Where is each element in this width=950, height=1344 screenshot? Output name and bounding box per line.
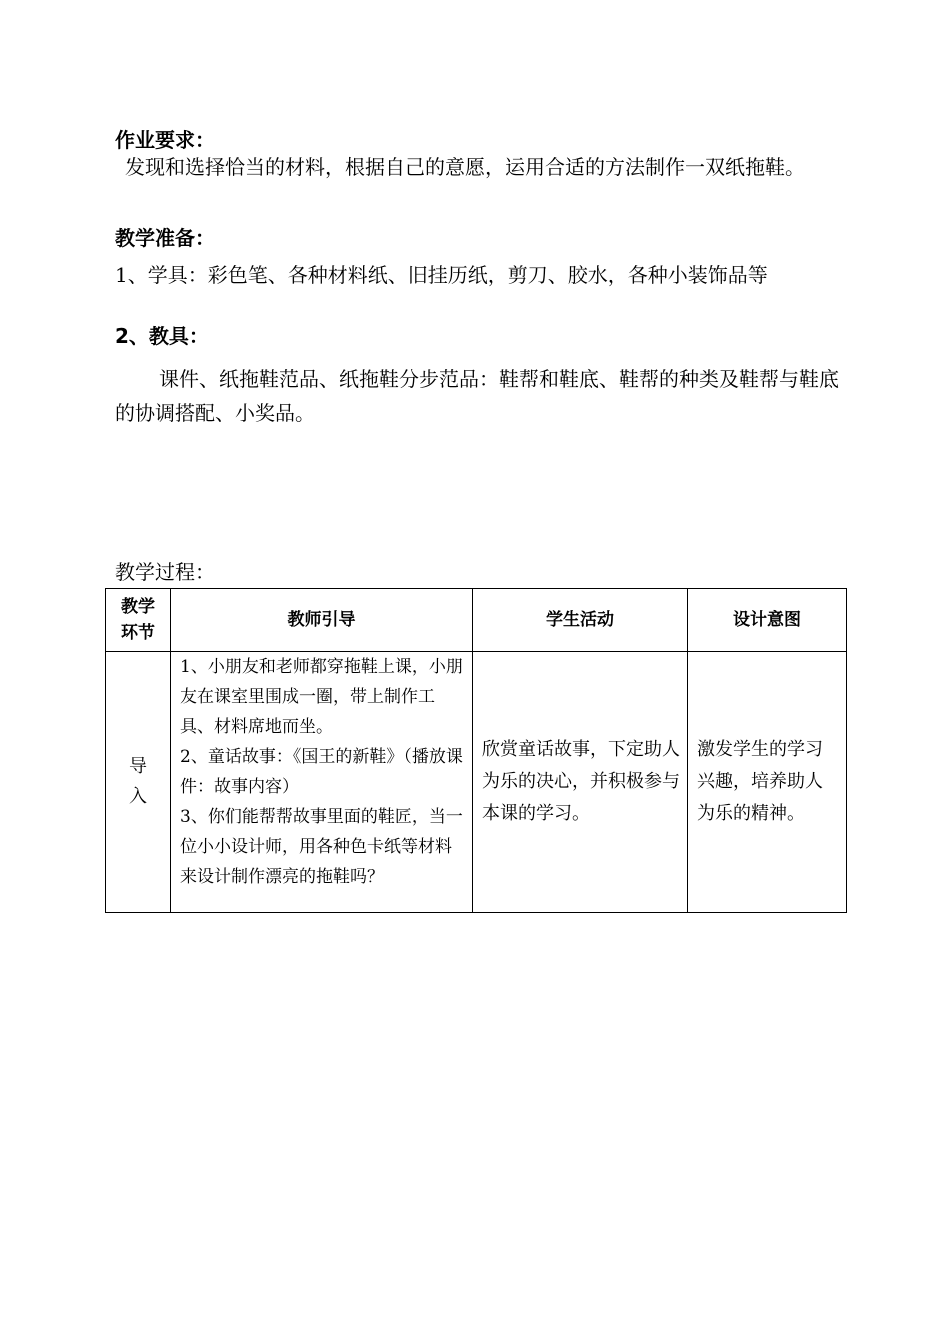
table-header-row: [106, 589, 847, 652]
student-tools: 1、学具：彩色笔、各种材料纸、旧挂历纸，剪刀、胶水，各种小装饰品等: [115, 263, 768, 287]
header-stage: 教学环节: [106, 589, 171, 652]
guide-step-2: 2、童话故事：《国王的新鞋》（播放课件：故事内容）: [180, 747, 463, 797]
guide-step-1: 1、小朋友和老师都穿拖鞋上课，小朋友在课室里围成一圈，带上制作工具、材料席地而坐。: [180, 657, 463, 737]
homework-title: 作业要求：: [115, 128, 215, 152]
stage-cell: 导入: [106, 652, 171, 913]
process-title: 教学过程：: [115, 560, 215, 584]
student-activity-cell: 欣赏童话故事，下定助人为乐的决心，并积极参与本课的学习。: [473, 652, 688, 913]
preparation-title: 教学准备：: [115, 226, 215, 250]
teacher-tools-body: 课件、纸拖鞋范品、纸拖鞋分步范品：鞋帮和鞋底、鞋帮的种类及鞋帮与鞋底的协调搭配、小奖品。: [115, 367, 839, 425]
guide-step-3: 3、你们能帮帮故事里面的鞋匠，当一位小小设计师，用各种色卡纸等材料来设计制作漂亮的拖鞋吗？: [180, 807, 463, 887]
header-design-intent: 设计意图: [688, 589, 847, 652]
header-student-activity: 学生活动: [473, 589, 688, 652]
header-teacher-guide: 教师引导: [171, 589, 473, 652]
teacher-guide-cell: [171, 652, 473, 913]
teacher-tools-title: 2、教具：: [115, 324, 209, 348]
design-intent-cell: 激发学生的学习兴趣，培养助人为乐的精神。: [688, 652, 847, 913]
table-row: [106, 652, 847, 913]
lesson-process-table: [105, 588, 847, 913]
homework-body: 发现和选择恰当的材料，根据自己的意愿，运用合适的方法制作一双纸拖鞋。: [125, 155, 805, 179]
